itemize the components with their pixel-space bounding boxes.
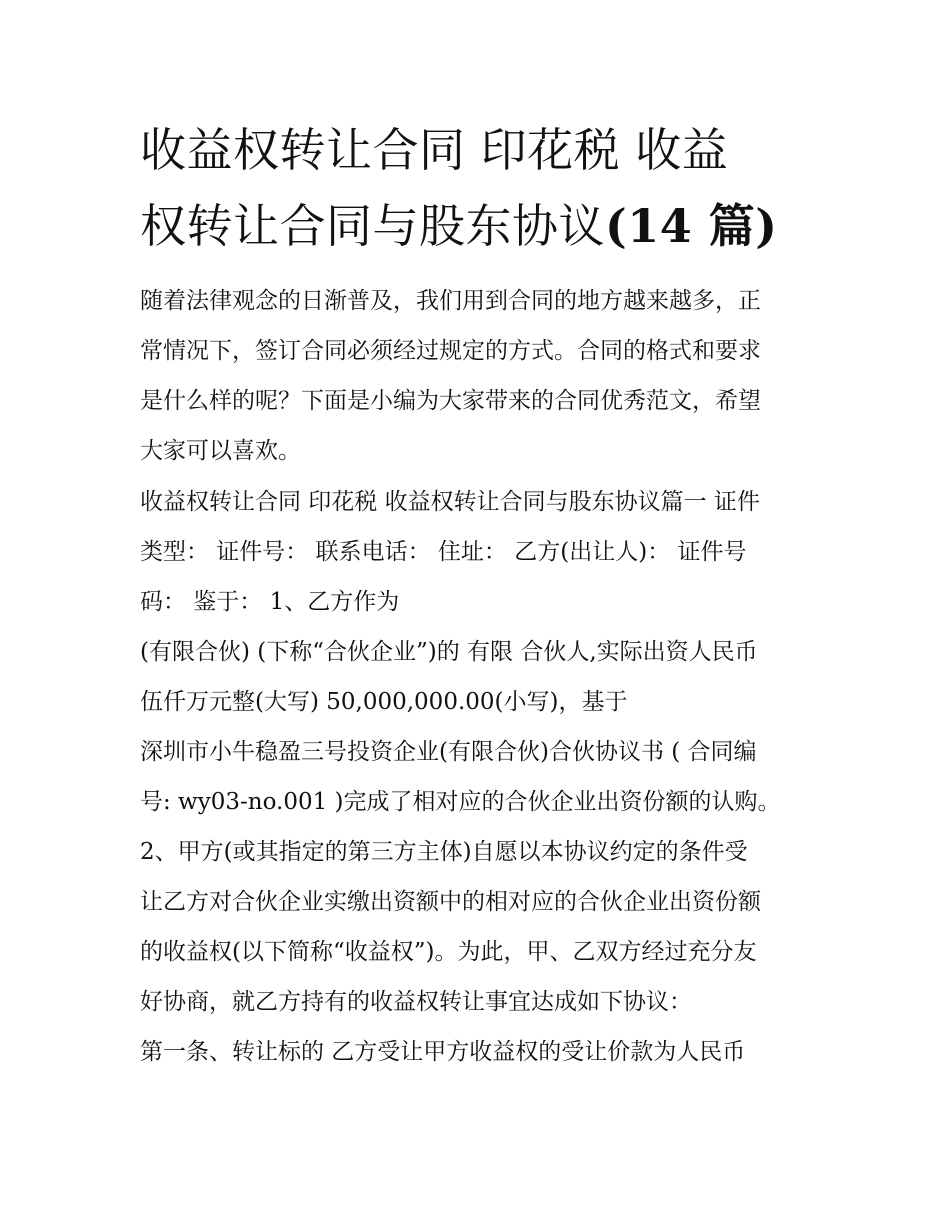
paragraph-line: 大家可以喜欢。 (140, 438, 301, 464)
intro-paragraph (140, 276, 820, 476)
title-line-2 (140, 188, 820, 264)
title-article-count: (14 篇) (605, 199, 778, 253)
paragraph-line: 让乙方对合伙企业实缴出资额中的相对应的合伙企业出资份额 (140, 889, 761, 915)
paragraph-line: 收益权转让合同 印花税 收益权转让合同与股东协议篇一 证件 (140, 489, 760, 515)
paragraph-line: 好协商，就乙方持有的收益权转让事宜达成如下协议： (140, 989, 692, 1015)
paragraph-line: 随着法律观念的日渐普及，我们用到合同的地方越来越多，正 (140, 288, 761, 314)
paragraph-line: 2、甲方(或其指定的第三方主体)自愿以本协议约定的条件受 (140, 839, 748, 865)
title-line-1: 收益权转让合同 印花税 收益 (140, 123, 729, 177)
paragraph-line: 常情况下，签订合同必须经过规定的方式。合同的格式和要求 (140, 338, 761, 364)
paragraph-line: 码： 鉴于： 1、乙方作为 (140, 589, 400, 615)
paragraph-line: 第一条、转让标的 乙方受让甲方收益权的受让价款为人民币 (140, 1039, 746, 1065)
paragraph-line: 伍仟万元整(大写) 50,000,000.00(小写)，基于 (140, 689, 628, 715)
contract-section (140, 477, 820, 1077)
paragraph-line: 深圳市小牛稳盈三号投资企业(有限合伙)合伙协议书 ( 合同编 (140, 739, 757, 765)
title-line-2-text: 权转让合同与股东协议 (140, 199, 605, 253)
document-title (140, 112, 820, 264)
paragraph-line: 类型： 证件号： 联系电话： 住址： 乙方(出让人)： 证件号 (140, 539, 747, 565)
paragraph-line: 的收益权(以下简称“收益权”)。为此，甲、乙双方经过充分友 (140, 939, 757, 965)
paragraph-line: 号: wy03-no.001 )完成了相对应的合伙企业出资份额的认购。 (140, 789, 781, 815)
paragraph-line: 是什么样的呢？下面是小编为大家带来的合同优秀范文，希望 (140, 388, 761, 414)
paragraph-line: (有限合伙) (下称“合伙企业”)的 有限 合伙人,实际出资人民币 (140, 639, 758, 665)
